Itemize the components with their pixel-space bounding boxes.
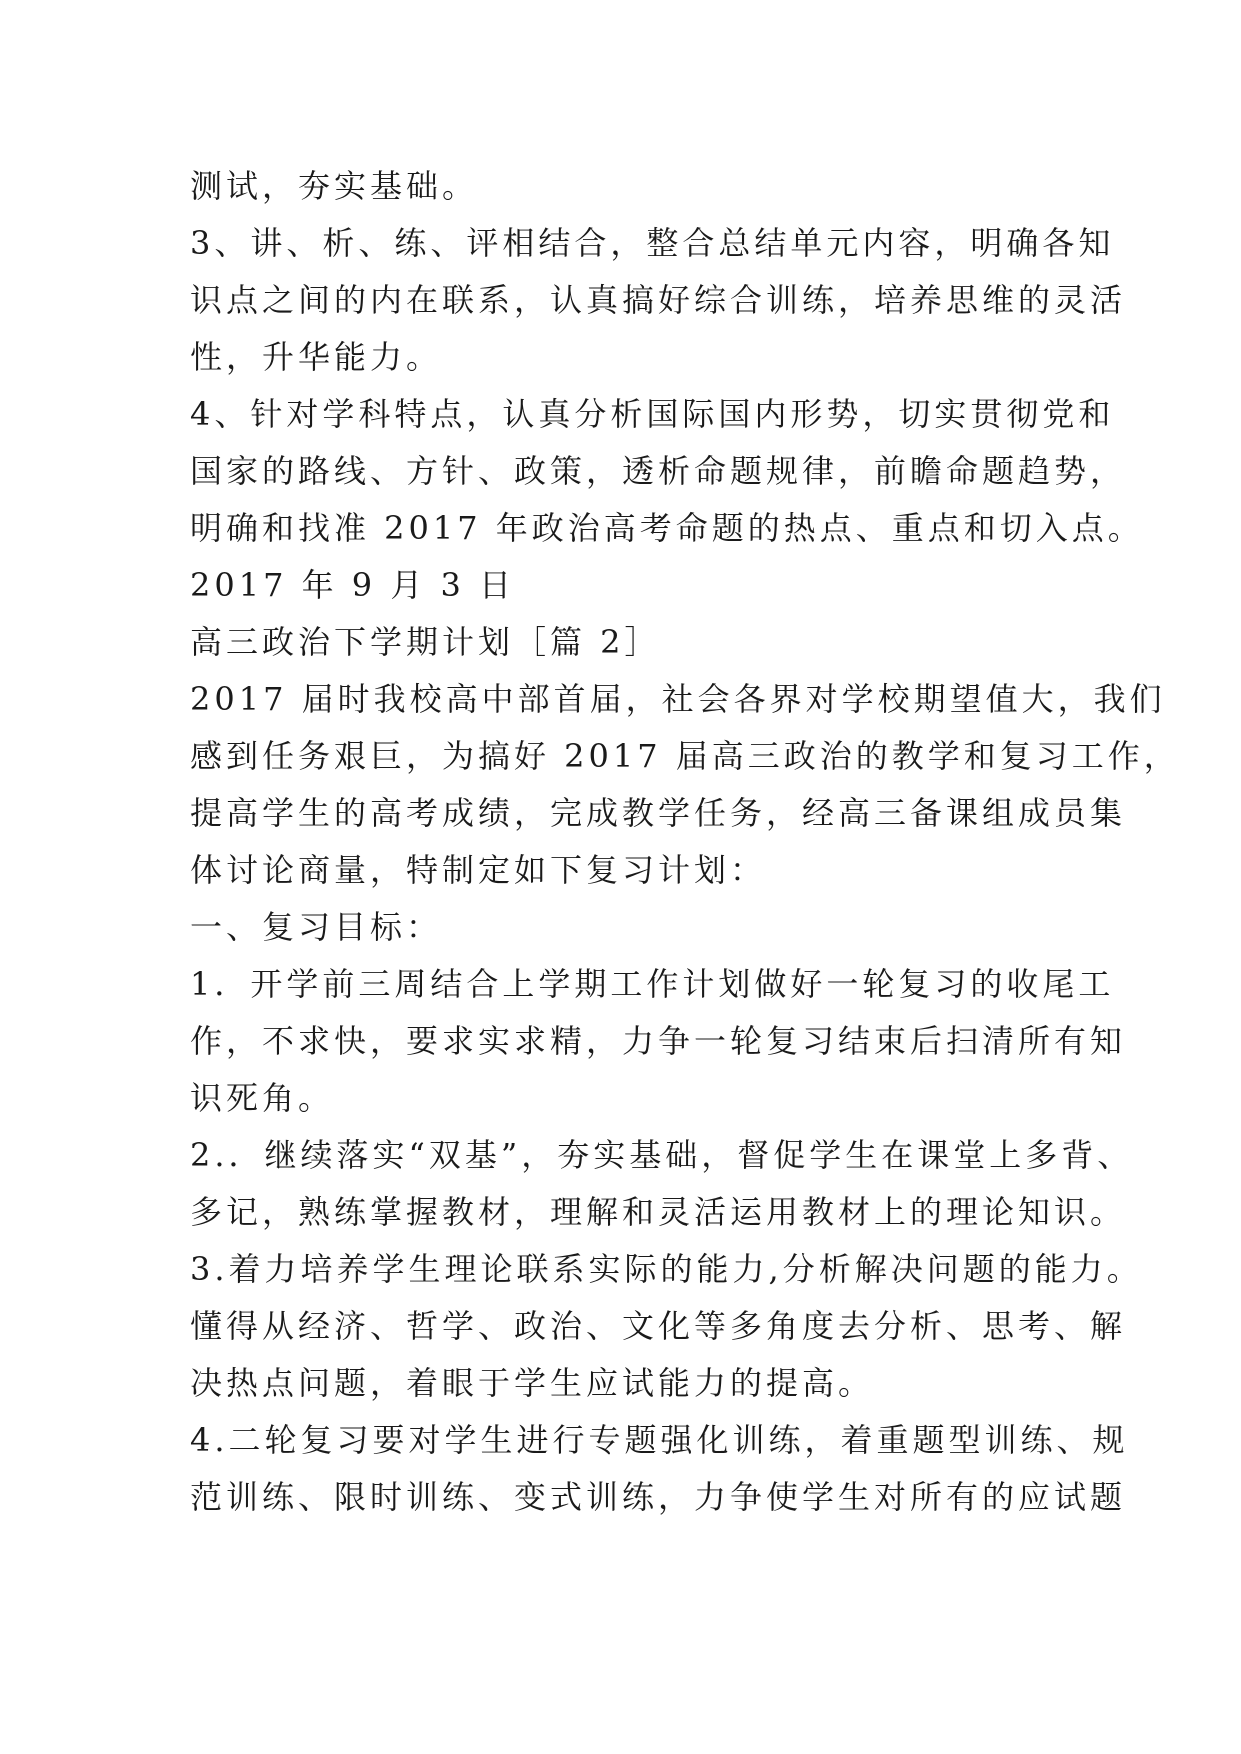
subheading: 一、复习目标： — [190, 908, 443, 946]
text-line: 决热点问题，着眼于学生应试能力的提高。 — [190, 1364, 875, 1402]
text-line: 体讨论商量，特制定如下复习计划： — [190, 851, 767, 889]
text-line: 感到任务艰巨，为搞好 2017 届高三政治的教学和复习工作， — [190, 737, 1180, 775]
text-line: 范训练、限时训练、变式训练，力争使学生对所有的应试题 — [190, 1478, 1127, 1516]
text-line: 2017 届时我校高中部首届，社会各界对学校期望值大，我们 — [190, 680, 1166, 718]
text-line: 4、针对学科特点，认真分析国际国内形势，切实贯彻党和 — [190, 395, 1115, 433]
section-heading: 高三政治下学期计划［篇 2］ — [190, 623, 661, 661]
text-line: 3.着力培养学生理论联系实际的能力,分析解决问题的能力。 — [190, 1250, 1143, 1288]
text-line: 1．开学前三周结合上学期工作计划做好一轮复习的收尾工 — [190, 965, 1115, 1003]
text-line: 懂得从经济、哲学、政治、文化等多角度去分析、思考、解 — [190, 1307, 1127, 1345]
text-line: 识死角。 — [190, 1079, 335, 1117]
text-line: 4.二轮复习要对学生进行专题强化训练，着重题型训练、规 — [190, 1421, 1129, 1459]
text-line: 作，不求快，要求实求精，力争一轮复习结束后扫清所有知 — [190, 1022, 1127, 1060]
text-line: 2.．继续落实“双基”，夯实基础，督促学生在课堂上多背、 — [190, 1136, 1134, 1174]
text-line: 测试，夯实基础。 — [190, 167, 479, 205]
date-line: 2017 年 9 月 3 日 — [190, 566, 516, 604]
text-line: 多记，熟练掌握教材，理解和灵活运用教材上的理论知识。 — [190, 1193, 1127, 1231]
text-line: 3、讲、析、练、评相结合，整合总结单元内容，明确各知 — [190, 224, 1115, 262]
text-line: 明确和找准 2017 年政治高考命题的热点、重点和切入点。 — [190, 509, 1144, 547]
text-line: 国家的路线、方针、政策，透析命题规律，前瞻命题趋势， — [190, 452, 1127, 490]
text-line: 性，升华能力。 — [190, 338, 443, 376]
text-line: 提高学生的高考成绩，完成教学任务，经高三备课组成员集 — [190, 794, 1127, 832]
text-line: 识点之间的内在联系，认真搞好综合训练，培养思维的灵活 — [190, 281, 1127, 319]
